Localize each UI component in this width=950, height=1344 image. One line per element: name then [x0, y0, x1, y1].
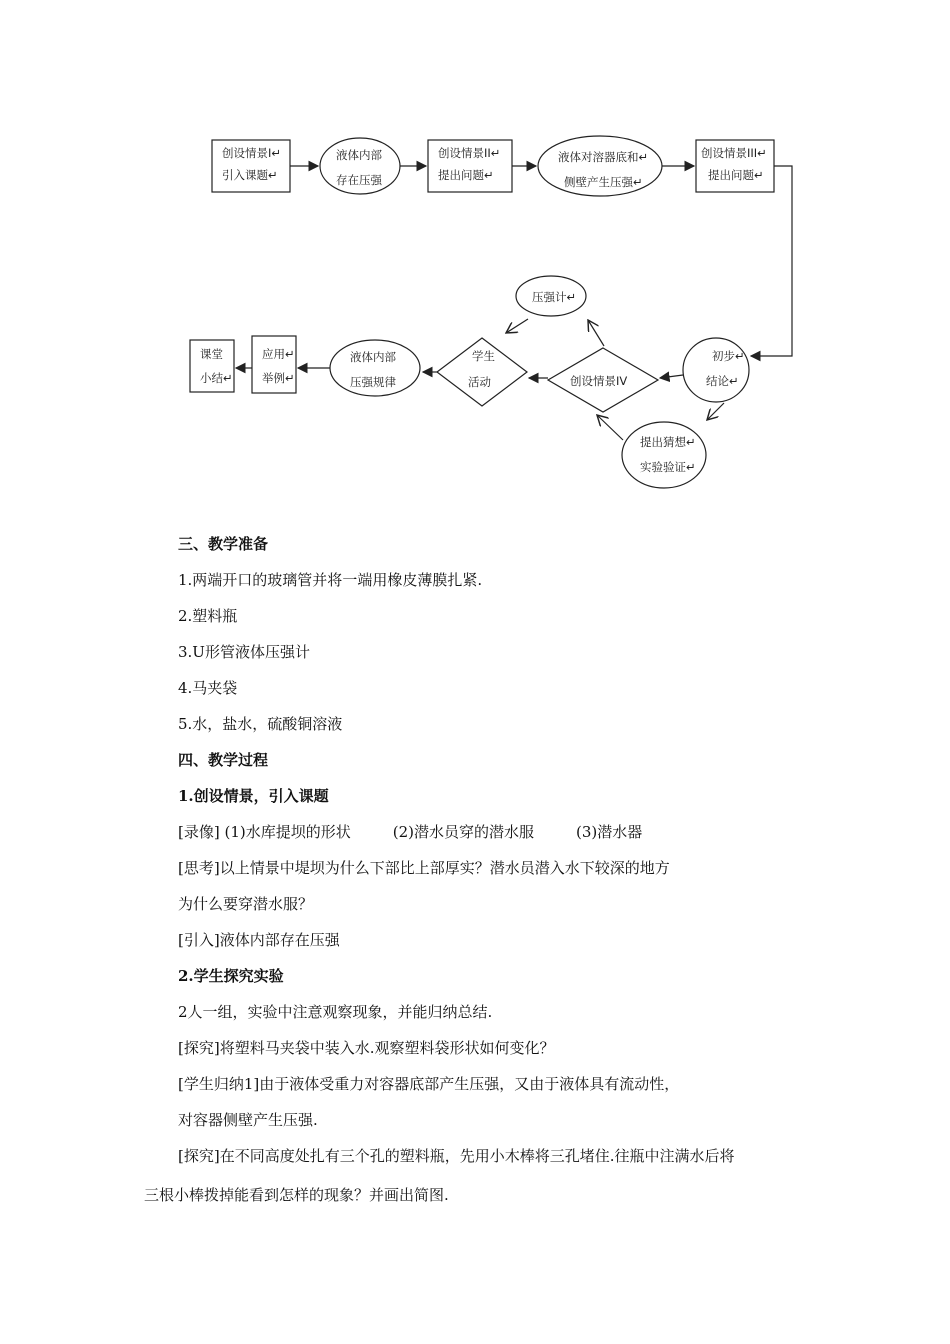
video-item: (2)潜水员穿的潜水服 — [392, 823, 534, 841]
think-line: 为什么要穿潜水服？ — [178, 895, 314, 913]
video-line — [178, 822, 642, 842]
flow-label: 创设情景III↵ — [701, 146, 767, 160]
prep-item: 5.水，盐水，硫酸铜溶液 — [178, 715, 343, 733]
flow-label: 提出问题↵ — [438, 168, 494, 182]
flow-label: 压强计↵ — [532, 290, 577, 304]
flow-label: 引入课题↵ — [222, 168, 278, 182]
video-item: (3)潜水器 — [576, 823, 643, 841]
explore-line: 三根小棒拨掉能看到怎样的现象？并画出简图. — [144, 1186, 449, 1204]
section3-title: 三、教学准备 — [178, 535, 269, 553]
summary-line: [学生归纳1]由于液体受重力对容器底部产生压强，又由于液体具有流动性， — [178, 1075, 680, 1093]
flow-label: 初步↵ — [712, 349, 745, 363]
flow-label: 结论↵ — [706, 374, 739, 388]
flow-label: 液体内部 — [336, 148, 382, 162]
flow-label: 小结↵ — [200, 371, 233, 385]
flow-label: 创设情景I↵ — [222, 146, 282, 160]
section4-title: 四、教学过程 — [178, 751, 269, 769]
intro-line: [引入]液体内部存在压强 — [178, 931, 340, 949]
flow-label: 创设情景IV — [570, 374, 628, 388]
video-tag: [录像] — [178, 823, 220, 841]
flow-ellipse-preliminary — [683, 338, 749, 402]
flow-label: 举例↵ — [262, 371, 295, 385]
prep-item: 4.马夹袋 — [178, 679, 238, 697]
flow-label: 创设情景II↵ — [438, 146, 501, 160]
flow-label: 应用↵ — [262, 347, 295, 361]
prep-item: 1.两端开口的玻璃管并将一端用橡皮薄膜扎紧. — [178, 571, 483, 589]
flow-label: 学生 — [472, 349, 495, 363]
flow-label: 侧壁产生压强↵ — [564, 175, 643, 189]
teaching-flowchart — [0, 0, 950, 520]
flow-label: 提出猜想↵ — [640, 435, 696, 449]
prep-item: 2.塑料瓶 — [178, 607, 238, 625]
flow-label: 实验验证↵ — [640, 460, 696, 474]
flow-label: 提出问题↵ — [708, 168, 764, 182]
flow-label: 存在压强 — [336, 173, 382, 187]
flow-label: 液体内部 — [350, 350, 396, 364]
summary-line: 对容器侧壁产生压强. — [178, 1111, 318, 1129]
step2-title: 2.学生探究实验 — [178, 967, 284, 985]
explore-line: [探究]将塑料马夹袋中装入水.观察塑料袋形状如何变化？ — [178, 1039, 555, 1057]
flow-ellipse-guess-verify — [622, 422, 706, 488]
step1-title: 1.创设情景，引入课题 — [178, 787, 329, 805]
explore-line: [探究]在不同高度处扎有三个孔的塑料瓶，先用小木棒将三孔堵住.往瓶中注满水后将 — [178, 1147, 735, 1165]
video-item: (1)水库提坝的形状 — [224, 823, 351, 841]
group-line: 2人一组，实验中注意观察现象，并能归纳总结. — [178, 1003, 493, 1021]
flow-label: 液体对溶器底和↵ — [558, 150, 649, 164]
flow-label: 压强规律 — [350, 375, 396, 389]
prep-item: 3.U形管液体压强计 — [178, 643, 310, 661]
flow-label: 课堂 — [200, 347, 223, 361]
think-line: [思考]以上情景中堤坝为什么下部比上部厚实？潜水员潜入水下较深的地方 — [178, 859, 670, 877]
flow-label: 活动 — [468, 375, 491, 389]
